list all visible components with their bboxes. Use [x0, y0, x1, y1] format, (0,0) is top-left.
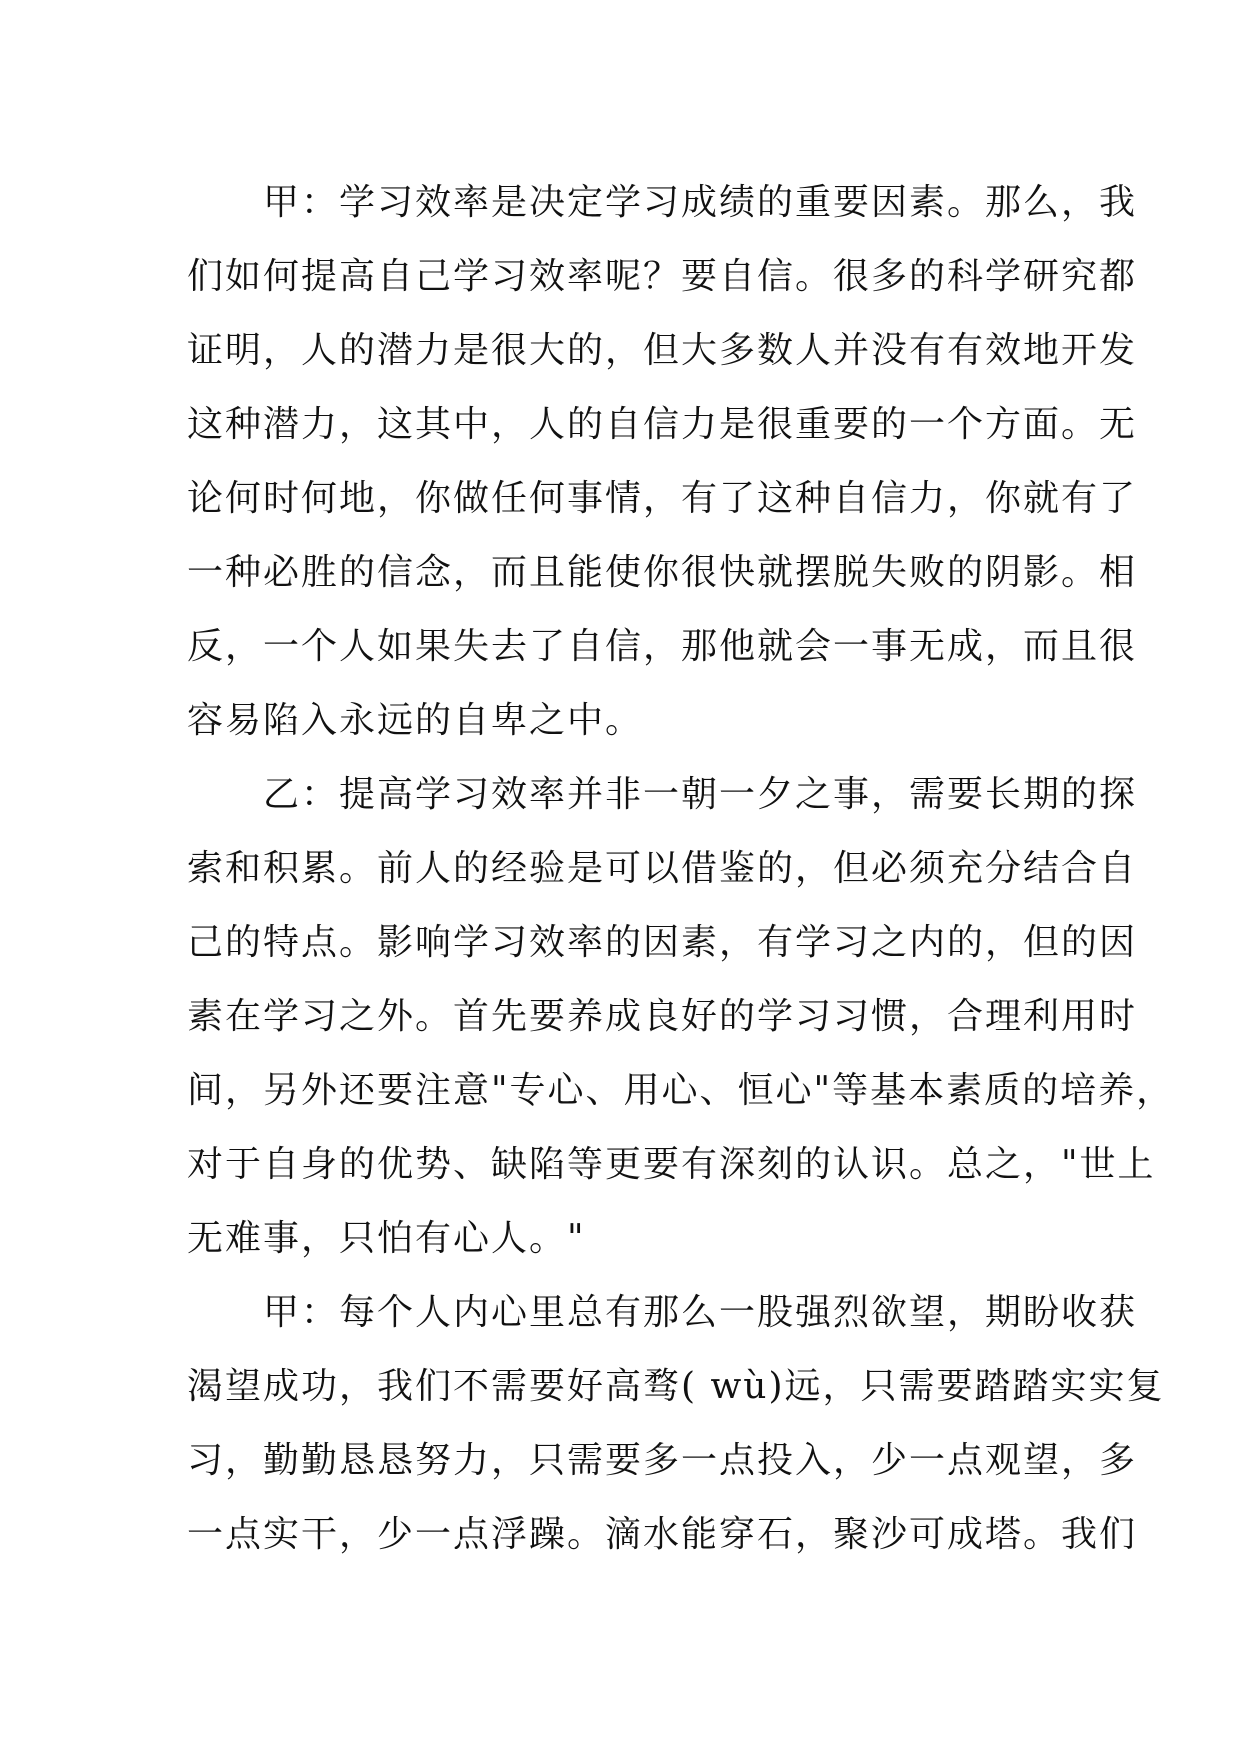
text-line: 们如何提高自己学习效率呢？要自信。很多的科学研究都: [187, 256, 1138, 297]
text-line: 渴望成功，我们不需要好高骛( wù)远，只需要踏踏实实复: [187, 1366, 1165, 1407]
text-line: 甲：每个人内心里总有那么一股强烈欲望，期盼收获: [187, 1292, 1138, 1333]
text-line: 无难事，只怕有心人。": [187, 1218, 586, 1259]
text-line: 习，勤勤恳恳努力，只需要多一点投入，少一点观望，多: [187, 1440, 1138, 1481]
text-line: 素在学习之外。首先要养成良好的学习习惯，合理利用时: [187, 996, 1138, 1037]
text-line: 乙：提高学习效率并非一朝一夕之事，需要长期的探: [187, 774, 1138, 815]
text-line: 己的特点。影响学习效率的因素，有学习之内的，但的因: [187, 922, 1138, 963]
text-line: 甲：学习效率是决定学习成绩的重要因素。那么，我: [187, 182, 1138, 223]
text-line: 容易陷入永远的自卑之中。: [187, 700, 644, 741]
body-text: [187, 166, 1175, 1572]
text-line: 对于自身的优势、缺陷等更要有深刻的认识。总之，"世上: [187, 1144, 1156, 1185]
text-line: 这种潜力，这其中，人的自信力是很重要的一个方面。无: [187, 404, 1138, 445]
text-line: 证明，人的潜力是很大的，但大多数人并没有有效地开发: [187, 330, 1138, 371]
text-line: 反，一个人如果失去了自信，那他就会一事无成，而且很: [187, 626, 1138, 667]
text-line: 索和积累。前人的经验是可以借鉴的，但必须充分结合自: [187, 848, 1138, 889]
text-line: 一点实干，少一点浮躁。滴水能穿石，聚沙可成塔。我们: [187, 1514, 1138, 1555]
text-line: 间，另外还要注意"专心、用心、恒心"等基本素质的培养，: [187, 1070, 1175, 1111]
text-line: 论何时何地，你做任何事情，有了这种自信力，你就有了: [187, 478, 1138, 519]
text-line: 一种必胜的信念，而且能使你很快就摆脱失败的阴影。相: [187, 552, 1138, 593]
